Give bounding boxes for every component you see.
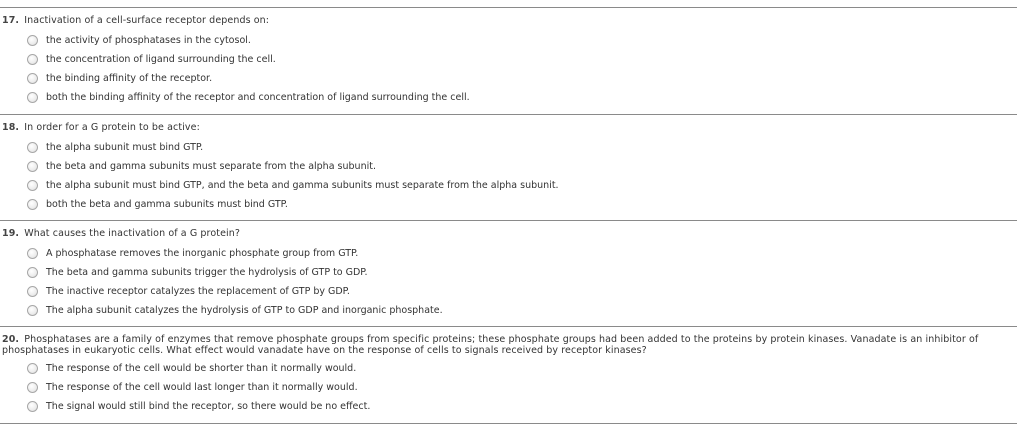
answer-choice[interactable]	[0, 176, 1017, 195]
choice-label[interactable]: A phosphatase removes the inorganic phosphate group from GTP.	[46, 248, 359, 259]
radio-button[interactable]	[27, 180, 38, 191]
radio-button[interactable]	[27, 382, 38, 393]
choice-label[interactable]: the beta and gamma subunits must separate from the alpha subunit.	[46, 161, 376, 172]
question-text: What causes the inactivation of a G protein?	[24, 228, 241, 239]
question-17	[0, 7, 1017, 107]
radio-button[interactable]	[27, 73, 38, 84]
choice-label[interactable]: the concentration of ligand surrounding the cell.	[46, 54, 276, 65]
choice-label[interactable]: The response of the cell would be shorter than it normally would.	[46, 363, 357, 374]
radio-button[interactable]	[27, 267, 38, 278]
question-number: 19.	[2, 228, 20, 239]
question-number: 20.	[2, 334, 20, 345]
choice-label[interactable]: both the beta and gamma subunits must bind GTP.	[46, 199, 288, 210]
question-number: 18.	[2, 122, 20, 133]
answer-choice[interactable]	[0, 50, 1017, 69]
answer-choices	[0, 31, 1017, 107]
question-20	[0, 326, 1017, 424]
question-stem	[2, 122, 1014, 133]
question-text: In order for a G protein to be active:	[24, 122, 200, 133]
answer-choice[interactable]	[0, 378, 1017, 397]
radio-button[interactable]	[27, 142, 38, 153]
choice-label[interactable]: The response of the cell would last longer than it normally would.	[46, 382, 358, 393]
answer-choice[interactable]	[0, 31, 1017, 50]
radio-button[interactable]	[27, 92, 38, 103]
radio-button[interactable]	[27, 161, 38, 172]
question-stem	[2, 228, 1014, 239]
answer-choice[interactable]	[0, 282, 1017, 301]
answer-choice[interactable]	[0, 301, 1017, 320]
radio-button[interactable]	[27, 305, 38, 316]
choice-label[interactable]: the binding affinity of the receptor.	[46, 73, 213, 84]
question-number: 17.	[2, 15, 20, 26]
choice-label[interactable]: The beta and gamma subunits trigger the hydrolysis of GTP to GDP.	[46, 267, 368, 278]
answer-choice[interactable]	[0, 244, 1017, 263]
choice-label[interactable]: The inactive receptor catalyzes the replacement of GTP by GDP.	[46, 286, 350, 297]
answer-choice[interactable]	[0, 359, 1017, 378]
radio-button[interactable]	[27, 54, 38, 65]
question-19	[0, 220, 1017, 320]
question-stem	[2, 334, 1014, 356]
radio-button[interactable]	[27, 248, 38, 259]
answer-choice[interactable]	[0, 263, 1017, 282]
answer-choice[interactable]	[0, 195, 1017, 214]
answer-choice[interactable]	[0, 157, 1017, 176]
radio-button[interactable]	[27, 401, 38, 412]
answer-choice[interactable]	[0, 138, 1017, 157]
radio-button[interactable]	[27, 363, 38, 374]
answer-choice[interactable]	[0, 69, 1017, 88]
choice-label[interactable]: both the binding affinity of the receptor and concentration of ligand surrounding the cell.	[46, 92, 470, 103]
answer-choices	[0, 138, 1017, 214]
choice-label[interactable]: the activity of phosphatases in the cytosol.	[46, 35, 251, 46]
answer-choice[interactable]	[0, 88, 1017, 107]
choice-label[interactable]: The signal would still bind the receptor, so there would be no effect.	[46, 401, 371, 412]
question-18	[0, 114, 1017, 214]
radio-button[interactable]	[27, 286, 38, 297]
question-stem	[2, 15, 1014, 26]
choice-label[interactable]: the alpha subunit must bind GTP.	[46, 142, 204, 153]
choice-label[interactable]: the alpha subunit must bind GTP, and the beta and gamma subunits must separate from the alpha subunit.	[46, 180, 559, 191]
answer-choices	[0, 244, 1017, 320]
question-text: Inactivation of a cell-surface receptor depends on:	[24, 15, 270, 26]
radio-button[interactable]	[27, 35, 38, 46]
answer-choice[interactable]	[0, 397, 1017, 416]
radio-button[interactable]	[27, 199, 38, 210]
answer-choices	[0, 359, 1017, 416]
question-text: Phosphatases are a family of enzymes that remove phosphate groups from specific proteins; these phosphate groups had been added to the proteins by protein kinases. Vanadate is an inhibitor of phosphatases in eukaryotic cells. What effect would vanadate have on the response of cells to signals received by receptor kinases?	[2, 334, 979, 356]
choice-label[interactable]: The alpha subunit catalyzes the hydrolysis of GTP to GDP and inorganic phosphate.	[46, 305, 443, 316]
